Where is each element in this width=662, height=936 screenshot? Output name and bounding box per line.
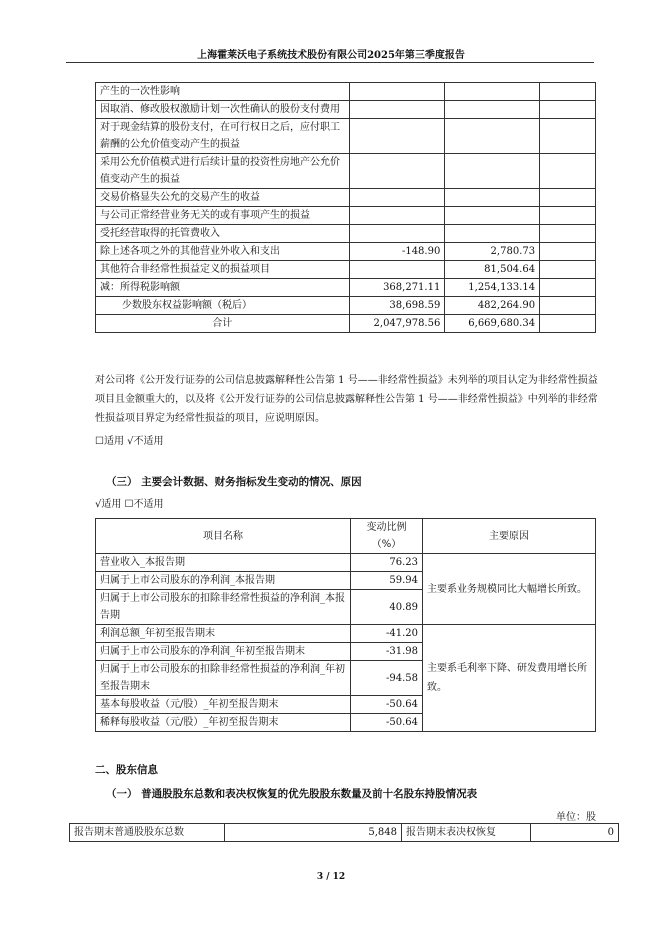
table-cell-item: 稀释每股收益（元/股）_年初至报告期末 xyxy=(96,714,351,732)
table-cell-item: 归属于上市公司股东的净利润_本报告期 xyxy=(96,572,351,590)
table-cell-ratio: -31.98 xyxy=(351,643,423,661)
table-cell-ytd xyxy=(445,207,540,225)
table-row xyxy=(70,824,619,842)
table-row xyxy=(96,315,596,333)
table-cell-item: 因取消、修改股权激励计划一次性确认的股份支付费用 xyxy=(96,101,350,119)
page-number: 3 / 12 xyxy=(316,872,346,882)
shareholder-count-table xyxy=(69,823,619,842)
table-cell-item: 采用公允价值模式进行后续计量的投资性房地产公允价值变动产生的损益 xyxy=(96,154,350,189)
table-cell-current xyxy=(349,119,445,154)
table-row xyxy=(96,243,596,261)
table-cell-note xyxy=(540,297,596,315)
table-cell-ratio: 76.23 xyxy=(351,554,423,572)
table-row xyxy=(96,554,596,572)
table-row xyxy=(96,83,596,101)
table-cell-current: 2,047,978.56 xyxy=(349,315,445,333)
table-cell-ytd: 2,780.73 xyxy=(445,243,540,261)
table-cell-current xyxy=(349,189,445,207)
header-ratio-label: 变动比例 xyxy=(366,522,407,533)
shareholder-subsection-title: （一） 普通股股东总数和表决权恢复的优先股股东数量及前十名股东持股情况表 xyxy=(106,788,478,800)
header-item-name: 项目名称 xyxy=(96,519,351,554)
table-cell-current xyxy=(349,207,445,225)
table-cell-note xyxy=(540,154,596,189)
table-cell-item: 归属于上市公司股东的扣除非经常性损益的净利润_年初至报告期末 xyxy=(96,661,351,696)
table-cell-ratio: -50.64 xyxy=(351,696,423,714)
applicability-option-1: ☐适用 √不适用 xyxy=(95,436,164,447)
non-recurring-items-table xyxy=(95,82,596,333)
reason-cell-current: 主要系业务规模同比大幅增长所致。 xyxy=(423,554,596,625)
table-cell-note xyxy=(540,119,596,154)
table-row xyxy=(96,279,596,297)
table-cell-item: 利润总额_年初至报告期末 xyxy=(96,625,351,643)
table-header-row xyxy=(96,519,596,554)
table-row xyxy=(96,119,596,154)
table-cell-ytd: 482,264.90 xyxy=(445,297,540,315)
unit-label: 单位：股 xyxy=(556,812,596,823)
table-cell-item: 与公司正常经营业务无关的或有事项产生的损益 xyxy=(96,207,350,225)
table-cell-ytd xyxy=(445,225,540,243)
table-cell-ratio: -94.58 xyxy=(351,661,423,696)
header-main-reason: 主要原因 xyxy=(423,519,596,554)
table-cell-item: 其他符合非经常性损益定义的损益项目 xyxy=(96,261,350,279)
table-cell-ytd xyxy=(445,154,540,189)
table-cell-ratio: -41.20 xyxy=(351,625,423,643)
table-row xyxy=(96,225,596,243)
table-cell-current xyxy=(349,225,445,243)
header-divider xyxy=(66,62,594,63)
header-ratio-unit: （%） xyxy=(371,539,402,550)
table-row xyxy=(96,154,596,189)
table-cell-item: 除上述各项之外的其他营业外收入和支出 xyxy=(96,243,350,261)
table-cell-current xyxy=(349,83,445,101)
table-cell-note xyxy=(540,189,596,207)
table-cell-item: 交易价格显失公允的交易产生的收益 xyxy=(96,189,350,207)
table-cell-ratio: 59.94 xyxy=(351,572,423,590)
reason-cell-ytd: 主要系毛利率下降、研发费用增长所致。 xyxy=(423,625,596,732)
table-cell-ytd: 6,669,680.34 xyxy=(445,315,540,333)
table-cell-item: 受托经营取得的托管费收入 xyxy=(96,225,350,243)
voting-restored-value: 0 xyxy=(531,824,619,842)
shareholder-count-value: 5,848 xyxy=(225,824,402,842)
table-cell-item: 产生的一次性影响 xyxy=(96,83,350,101)
table-cell-note xyxy=(540,207,596,225)
table-cell-note xyxy=(540,243,596,261)
table-cell-ytd xyxy=(445,119,540,154)
table-cell-note xyxy=(540,279,596,297)
table-cell-item: 基本每股收益（元/股）_年初至报告期末 xyxy=(96,696,351,714)
table-row xyxy=(96,189,596,207)
table-cell-ratio: 40.89 xyxy=(351,590,423,625)
table-cell-current xyxy=(349,101,445,119)
table-cell-ytd: 81,504.64 xyxy=(445,261,540,279)
table-row xyxy=(96,207,596,225)
table-cell-note xyxy=(540,225,596,243)
header-change-ratio xyxy=(351,519,423,554)
shareholder-section-title: 二、股东信息 xyxy=(95,764,158,776)
table-cell-item: 合计 xyxy=(96,315,350,333)
table-cell-item: 对于现金结算的股份支付，在可行权日之后，应付职工薪酬的公允价值变动产生的损益 xyxy=(96,119,350,154)
table-cell-note xyxy=(540,261,596,279)
table-cell-item: 营业收入_本报告期 xyxy=(96,554,351,572)
table-cell-item: 少数股东权益影响额（税后） xyxy=(96,297,350,315)
table-cell-note xyxy=(540,83,596,101)
shareholder-count-label: 报告期末普通股股东总数 xyxy=(70,824,225,842)
table-cell-ytd xyxy=(445,189,540,207)
table-cell-ratio: -50.64 xyxy=(351,714,423,732)
table-row xyxy=(96,261,596,279)
table-cell-item: 归属于上市公司股东的扣除非经常性损益的净利润_本报告期 xyxy=(96,590,351,625)
table-cell-item: 减：所得税影响额 xyxy=(96,279,350,297)
table-cell-ytd xyxy=(445,83,540,101)
table-row xyxy=(96,297,596,315)
voting-restored-label: 报告期末表决权恢复 xyxy=(402,824,531,842)
table-cell-current xyxy=(349,261,445,279)
applicability-option-2: √适用 ☐不适用 xyxy=(95,499,164,510)
table-cell-ytd: 1,254,133.14 xyxy=(445,279,540,297)
table-row xyxy=(96,625,596,643)
table-row xyxy=(96,101,596,119)
report-header: 上海霍莱沃电子系统技术股份有限公司2025年第三季度报告 xyxy=(197,50,465,61)
table-cell-note xyxy=(540,315,596,333)
section-3-title: （三） 主要会计数据、财务指标发生变动的情况、原因 xyxy=(106,476,362,488)
key-data-change-table xyxy=(95,518,596,732)
table-cell-ytd xyxy=(445,101,540,119)
table-cell-note xyxy=(540,101,596,119)
table-cell-item: 归属于上市公司股东的净利润_年初至报告期末 xyxy=(96,643,351,661)
table-cell-current: 368,271.11 xyxy=(349,279,445,297)
note-paragraph: 对公司将《公开发行证券的公司信息披露解释性公告第 1 号——非经常性损益》未列举的项目认定为非经常性损益项目且金额重大的，以及将《公开发行证券的公司信息披露解释性公告第 1 号——非经常性损益》中列举的非经常性损益项目界定为经常性损益的项目，应说明原因。 xyxy=(95,375,598,424)
table-cell-current: -148.90 xyxy=(349,243,445,261)
table-cell-current xyxy=(349,154,445,189)
table-cell-current: 38,698.59 xyxy=(349,297,445,315)
